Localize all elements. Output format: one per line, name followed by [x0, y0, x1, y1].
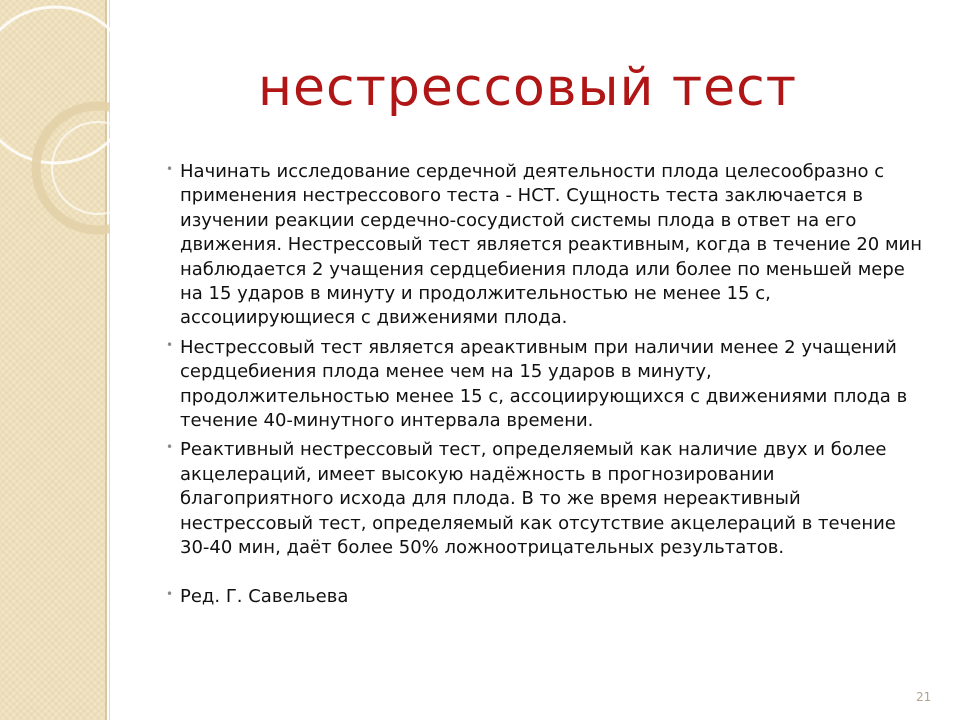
- bullet-dot-icon: •: [166, 337, 174, 352]
- bullet-text: Нестрессовый тест является ареактивным при наличии менее 2 учащений сердцебиения плода менее чем на 15 ударов в минуту, продолжительностью менее 15 с, ассоциирующихся с движениями плода в течение 40-минутного интервала времени.: [180, 336, 908, 432]
- bullet-dot-icon: •: [166, 162, 174, 176]
- page-number: 21: [916, 690, 932, 704]
- bullet-item-signature: [164, 585, 924, 609]
- decorative-rings: [0, 0, 110, 260]
- bullet-dot-icon: •: [166, 586, 174, 601]
- signature-text: Ред. Г. Савельева: [180, 585, 349, 607]
- bullet-item: [164, 160, 924, 331]
- slide-title: нестрессовый тест: [258, 58, 798, 118]
- bullet-item: [164, 336, 924, 434]
- bullet-item: [164, 438, 924, 560]
- bullet-text: Реактивный нестрессовый тест, определяемый как наличие двух и более акцелераций, имеет высокую надёжность в прогнозировании благоприятного исхода для плода. В то же время нереактивный нестрессовый тест, определяемый как отсутствие акцелераций в течение 30-40 мин, даёт более 50% ложноотрицательных результатов.: [180, 439, 896, 559]
- bullet-text: Начинать исследование сердечной деятельности плода целесообразно с применения нестрессового теста - НСТ. Сущность теста заключается в изучении реакции сердечно-сосудистой системы плода в ответ на его движения. Нестрессовый тест является реактивным, когда в течение 20 мин наблюдается 2 учащения сердцебиения плода или более по меньшей мере на 15 ударов в минуту и продолжительностью не менее 15 с, ассоциирующиеся с движениями плода.: [180, 161, 923, 329]
- slide-body: [164, 160, 924, 614]
- bullet-dot-icon: •: [166, 440, 174, 455]
